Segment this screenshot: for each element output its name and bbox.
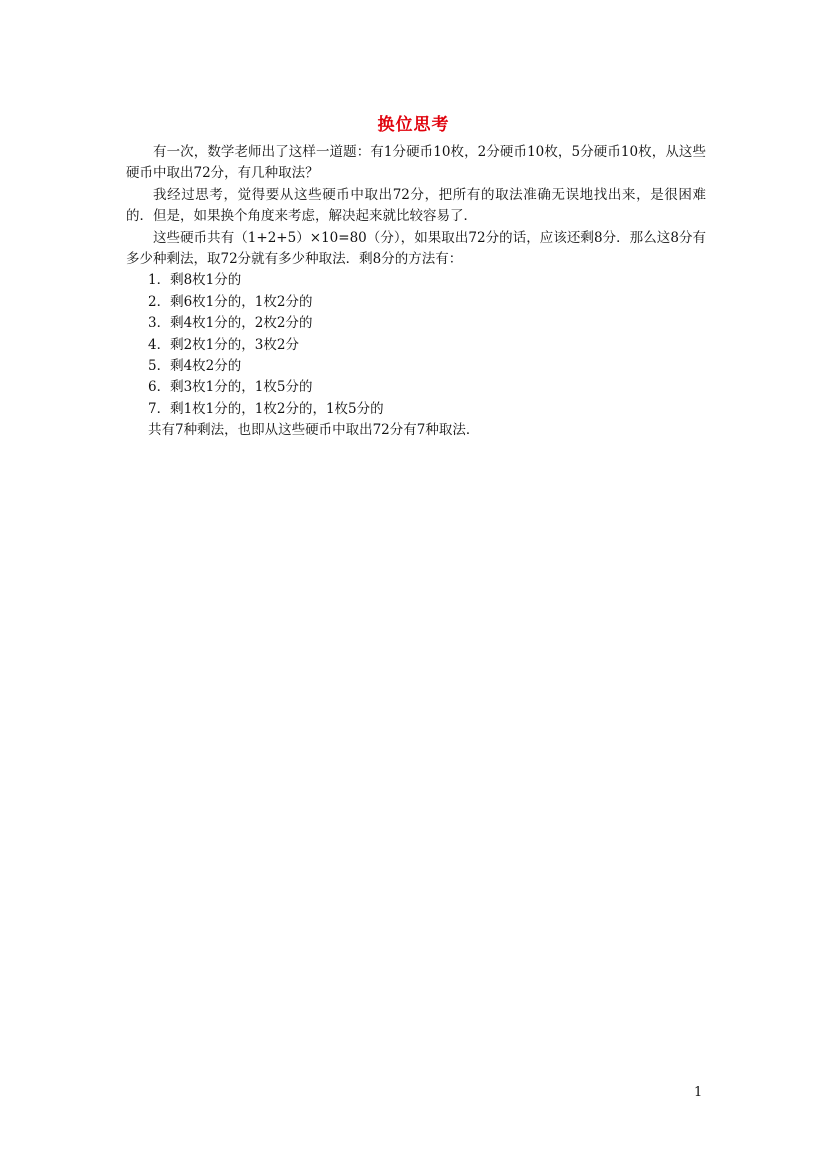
list-item: 7．剩1枚1分的，1枚2分的，1枚5分的 bbox=[148, 400, 384, 417]
paragraph-summary: 共有7种剩法，也即从这些硬币中取出72分有7种取法． bbox=[148, 422, 480, 439]
list-item: 5．剩4枚2分的 bbox=[148, 358, 242, 375]
list-item: 3．剩4枚1分的，2枚2分的 bbox=[148, 315, 313, 332]
list-item: 2．剩6枚1分的，1枚2分的 bbox=[148, 293, 313, 310]
paragraph-thinking: 我经过思考，觉得要从这些硬币中取出72分，把所有的取法准确无误地找出来，是很困难的．但是，如果换个角度来考虑，解决起来就比较容易了． bbox=[126, 186, 706, 225]
paragraph-problem: 有一次，数学老师出了这样一道题：有1分硬币10枚，2分硬币10枚，5分硬币10枚，从这些硬币中取出72分，有几种取法？ bbox=[126, 144, 706, 182]
remainder-method-list bbox=[126, 270, 706, 420]
list-item: 4．剩2枚1分的，3枚2分 bbox=[148, 336, 299, 353]
list-item: 1．剩8枚1分的 bbox=[148, 272, 242, 289]
document-title: 换位思考 bbox=[377, 115, 450, 135]
list-item: 6．剩3枚1分的，1枚5分的 bbox=[148, 379, 313, 396]
document-body bbox=[126, 142, 706, 442]
paragraph-calculation: 这些硬币共有（1+2+5）×10=80（分），如果取出72分的话，应该还剩8分．那么这8分有多少种剩法，取72分就有多少种取法．剩8分的方法有： bbox=[126, 229, 706, 268]
page-number: 1 bbox=[694, 1085, 703, 1100]
